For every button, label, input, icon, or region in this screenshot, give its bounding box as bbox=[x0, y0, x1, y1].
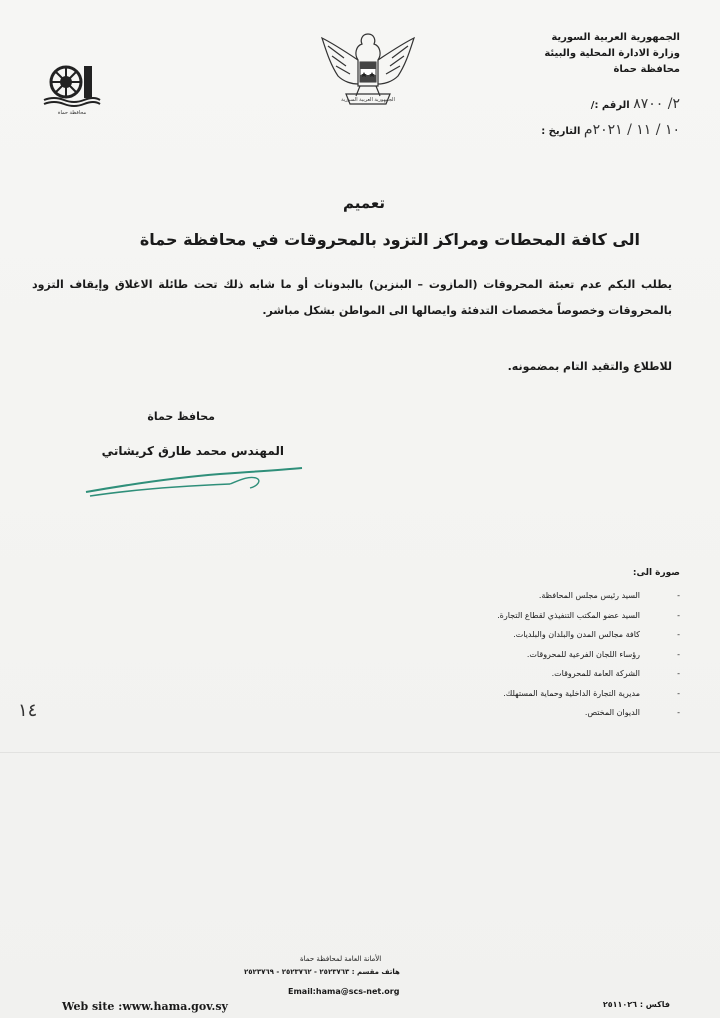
cc-title: صورة الى: bbox=[632, 568, 680, 578]
page-fold-line bbox=[0, 752, 720, 753]
phones-value: ٢٥٢٣٧٦٣ - ٢٥٢٣٧٦٢ - ٢٥٢٣٧٦٩ bbox=[244, 968, 350, 976]
body-paragraph: يطلب اليكم عدم تعبئة المحروقات (المازوت – البنزين) بالبدونات أو ما شابه ذلك تحت طائلة الاغلاق وإيقاف التزود بالمحروقات وخصوصاً مخصصات التدفئة وايصالها الى المواطن بشكل مباشر. bbox=[32, 278, 672, 317]
ministry-name: وزارة الادارة المحلية والبيئة bbox=[544, 48, 680, 59]
cc-item: - الشركة العامة للمحروقات. bbox=[497, 664, 680, 684]
fax-value: ٢٥١١٠٢٦ bbox=[602, 1000, 638, 1009]
cc-list bbox=[497, 586, 680, 723]
margin-note: ١٤ bbox=[18, 700, 38, 721]
governorate-name: محافظة حماة bbox=[613, 64, 680, 75]
signer-name: المهندس محمد طارق كريشاتي bbox=[101, 444, 284, 458]
cc-item: - الديوان المختص. bbox=[497, 703, 680, 723]
reference-value: ٢/ ٨٧٠٠ bbox=[633, 96, 680, 112]
cc-item: - كافة مجالس المدن والبلدان والبلديات. bbox=[497, 625, 680, 645]
footer-website: Web site :www.hama.gov.sy bbox=[62, 1000, 228, 1013]
document-date bbox=[541, 122, 680, 138]
reference-label: الرقم :/ bbox=[590, 100, 630, 111]
document-subtitle: الى كافة المحطات ومراكز التزود بالمحروقات في محافظة حماة bbox=[139, 230, 640, 249]
footer-email: Email:hama@scs-net.org bbox=[288, 987, 400, 996]
date-label: التاريخ : bbox=[541, 126, 581, 137]
cc-item: - رؤساء اللجان الفرعية للمحروقات. bbox=[497, 645, 680, 665]
hama-governorate-logo-icon bbox=[40, 62, 104, 118]
document-title: تعميم bbox=[342, 194, 385, 212]
cc-item: - مديرية التجارة الداخلية وحماية المستهلك. bbox=[497, 684, 680, 704]
reference-number bbox=[591, 96, 680, 112]
footer-phones bbox=[244, 968, 400, 976]
logo-caption: محافظة حماة bbox=[57, 110, 87, 116]
signer-title: محافظ حماة bbox=[147, 410, 215, 423]
handwritten-signature bbox=[80, 460, 310, 506]
letterhead bbox=[544, 30, 680, 78]
cc-item: - السيد عضو المكتب التنفيذي لقطاع التجارة. bbox=[497, 606, 680, 626]
closing-line: للاطلاع والتقيد التام بمضمونه. bbox=[507, 360, 672, 373]
cc-item: - السيد رئيس مجلس المحافظة. bbox=[497, 586, 680, 606]
phones-label: هاتف مقسم : bbox=[351, 968, 400, 976]
syrian-eagle-emblem-icon bbox=[316, 24, 420, 114]
date-value: ١٠ / ١١ / ٢٠٢١م bbox=[583, 122, 680, 138]
footer-fax bbox=[603, 1000, 670, 1009]
republic-name: الجمهورية العربية السورية bbox=[551, 32, 680, 43]
emblem-caption: الجمهورية العربية السورية bbox=[341, 97, 395, 103]
fax-label: فاكس : bbox=[639, 1000, 670, 1009]
footer-admin: الأمانة العامة لمحافظة حماة bbox=[300, 955, 382, 963]
